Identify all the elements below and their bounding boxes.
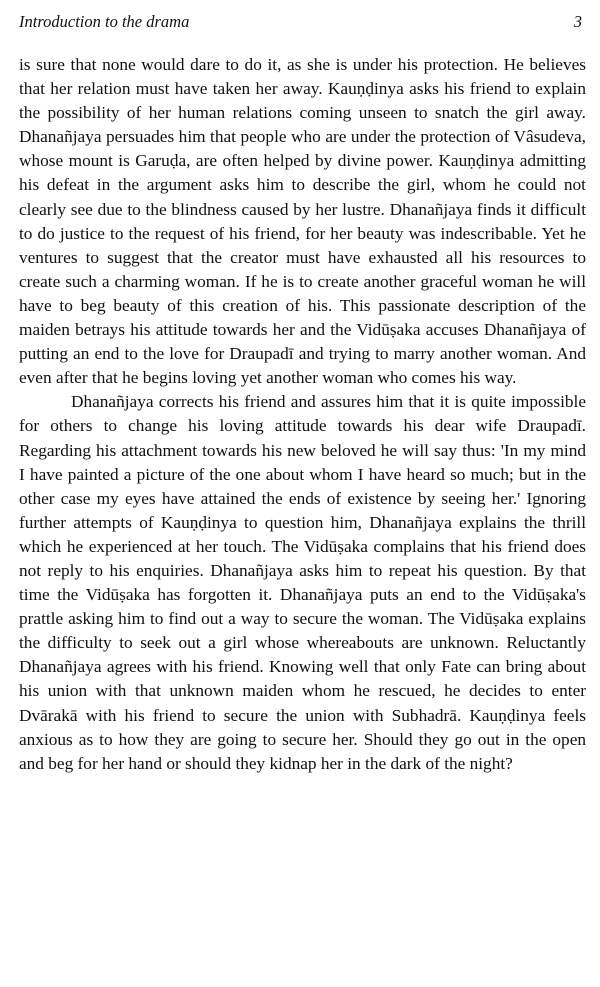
body-text — [19, 53, 586, 776]
paragraph-1: is sure that none would dare to do it, as she is under his protection. He believes that her relation must have taken her away. Kauṇḍinya asks his friend to explain the possibility of her human relations coming unseen to snatch the girl away. Dhanañjaya persuades him that people who are under the protection of Vâsudeva, whose mount is Garuḍa, are often helped by divine power. Kauṇḍinya admitting his defeat in the argument asks him to describe the girl, whom he could not clearly see due to the blindness caused by her lustre. Dhanañjaya finds it difficult to do justice to the request of his friend, for her beauty was indescribable. Yet he ventures to suggest that the creator must have exhausted all his resources to create such a charming woman. If he is to create another graceful woman he will have to beg beauty of this creation of his. This passionate description of the maiden betrays his attitude towards her and the Vidūṣaka accuses Dhanañjaya of putting an end to the love for Draupadī and trying to marry another woman. And even after that he begins loving yet another woman who comes his way. — [19, 55, 586, 388]
running-head — [19, 0, 588, 36]
book-page — [19, 0, 588, 987]
paragraph-2: Dhanañjaya corrects his friend and assures him that it is quite impossible for others to change his loving attitude towards his dear wife Draupadī. Regarding his attachment towards his new beloved he will say thus: 'In my mind I have painted a picture of the one about whom I have heard so much; but in the other case my eyes have attained the ends of existence by seeing her.' Ignoring further attempts of Kauṇḍinya to question him, Dhanañjaya explains the thrill which he experienced at her touch. The Vidūṣaka complains that his friend does not reply to his enquiries. Dhanañjaya asks him to repeat his question. By that time the Vidūṣaka has forgotten it. Dhanañjaya puts an end to the Vidūṣaka's prattle asking him to find out a way to secure the woman. The Vidūṣaka explains the difficulty to seek out a girl whose whereabouts are unknown. Reluctantly Dhanañjaya agrees with his friend. Knowing well that only Fate can bring about his union with that unknown maiden whom he rescued, he decides to enter Dvārakā with his friend to secure the union with Subhadrā. Kauṇḍinya feels anxious as to how they are going to secure her. Should they go out in the open and beg for her hand or should they kidnap her in the dark of the night? — [19, 392, 586, 773]
page-number: 3 — [573, 12, 582, 31]
running-title: Introduction to the drama — [19, 12, 190, 31]
